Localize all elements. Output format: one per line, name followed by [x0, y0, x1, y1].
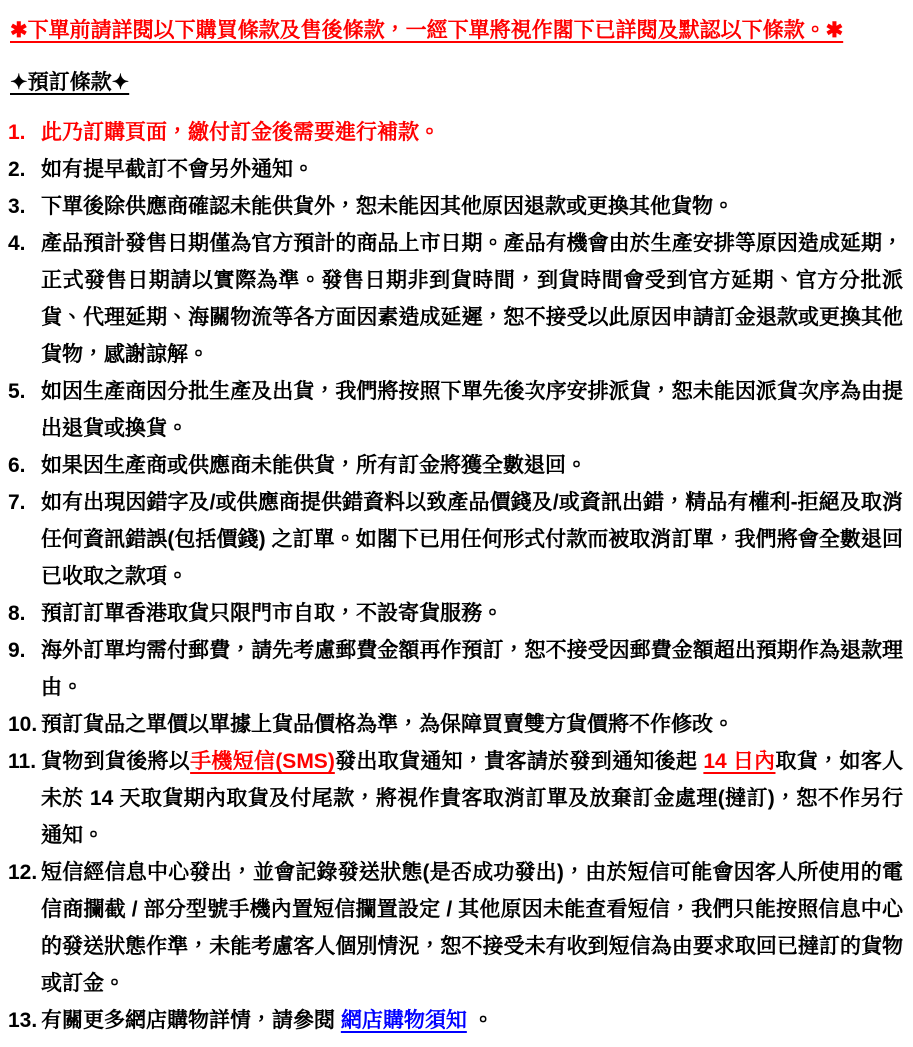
term-item-8 [8, 595, 903, 632]
preorder-terms-title: ✦預訂條款✦ [10, 71, 130, 94]
term-text [41, 743, 903, 854]
term-item-5 [8, 373, 903, 447]
highlighted-term-text: 手機短信(SMS) [190, 750, 335, 773]
term-text-segment: 下單後除供應商確認未能供貨外，恕未能因其他原因退款或更換其他貨物。 [41, 195, 734, 218]
term-text [41, 484, 903, 595]
term-number: 9. [8, 639, 26, 662]
term-number: 6. [8, 454, 26, 477]
terms-list [8, 114, 903, 1039]
term-item-10 [8, 706, 903, 743]
term-item-4 [8, 225, 903, 373]
term-item-3 [8, 188, 903, 225]
term-text [41, 373, 903, 447]
term-text-segment: 如有提早截訂不會另外通知。 [41, 158, 314, 181]
term-text-segment: 產品預計發售日期僅為官方預計的商品上市日期。產品有機會由於生產安排等原因造成延期，正式發售日期請以實際為準。發售日期非到貨時間，到貨時間會受到官方延期、官方分批派貨、代理延期、海關物流等各方面因素造成延遲，恕不接受以此原因申請訂金退款或更換其他貨物，感謝諒解。 [41, 232, 903, 366]
term-number: 2. [8, 158, 26, 181]
term-item-13 [8, 1002, 903, 1039]
term-number: 11. [8, 750, 37, 773]
term-text-segment: 發出取貨通知，貴客請於發到通知後起 [334, 750, 704, 773]
term-number: 10. [8, 713, 38, 736]
term-text [41, 151, 903, 188]
term-text-segment: 貨物到貨後將以 [41, 750, 191, 773]
term-text [41, 188, 903, 225]
highlighted-term-text: 14 日內 [703, 750, 776, 773]
term-text-segment: 此乃訂購頁面，繳付訂金後需要進行補款。 [41, 121, 440, 144]
term-item-2 [8, 151, 903, 188]
term-text [41, 632, 903, 706]
term-number: 1. [8, 121, 26, 144]
term-number: 3. [8, 195, 26, 218]
term-text [41, 595, 903, 632]
term-number: 4. [8, 232, 26, 255]
shop-guide-link[interactable]: 網店購物須知 [340, 1009, 467, 1032]
term-text-segment: 預訂訂單香港取貨只限門市自取，不設寄貨服務。 [41, 602, 503, 625]
term-text [41, 447, 903, 484]
term-text [41, 854, 903, 1002]
term-number: 13. [8, 1009, 38, 1032]
term-text-segment: 取貨，如客人未於 14 天取貨期內取貨及付尾款，將視作貴客取消訂單及放棄訂金處理(撻訂)，恕不作另行通知。 [41, 750, 903, 847]
term-number: 7. [8, 491, 26, 514]
term-text [41, 706, 903, 743]
term-item-7 [8, 484, 903, 595]
purchase-notice-header: ✱下單前請詳閱以下購買條款及售後條款，一經下單將視作閣下已詳閱及默認以下條款。✱ [10, 19, 844, 42]
term-item-12 [8, 854, 903, 1002]
term-text-segment: 預訂貨品之單價以單據上貨品價格為準，為保障買賣雙方貨價將不作修改。 [41, 713, 734, 736]
term-text-segment: 如因生產商因分批生產及出貨，我們將按照下單先後次序安排派貨，恕未能因派貨次序為由提出退貨或換貨。 [41, 380, 903, 440]
term-text [41, 225, 903, 373]
term-number: 5. [8, 380, 26, 403]
term-item-1 [8, 114, 903, 151]
term-item-9 [8, 632, 903, 706]
term-item-11 [8, 743, 903, 854]
term-text-segment: 有關更多網店購物詳情，請參閱 [41, 1009, 341, 1032]
term-text-segment: 如果因生產商或供應商未能供貨，所有訂金將獲全數退回。 [41, 454, 587, 477]
term-text-segment: 短信經信息中心發出，並會記錄發送狀態(是否成功發出)，由於短信可能會因客人所使用的電信商攔截 / 部分型號手機內置短信攔置設定 / 其他原因未能查看短信，我們只能按照信息中心的發送狀態作準，未能考慮客人個別情況，恕不接受未有收到短信為由要求取回已撻訂的貨物或訂金。 [41, 861, 903, 995]
term-text [41, 1002, 903, 1039]
term-text-segment: 。 [466, 1009, 494, 1032]
term-number: 12. [8, 861, 38, 884]
term-number: 8. [8, 602, 26, 625]
term-text-segment: 海外訂單均需付郵費，請先考慮郵費金額再作預訂，恕不接受因郵費金額超出預期作為退款理由。 [41, 639, 903, 699]
term-item-6 [8, 447, 903, 484]
term-text-segment: 如有出現因錯字及/或供應商提供錯資料以致產品價錢及/或資訊出錯，精品有權利-拒絕及取消任何資訊錯誤(包括價錢) 之訂單。如閣下已用任何形式付款而被取消訂單，我們將會全數退回已收取之款項。 [41, 491, 903, 588]
term-text [41, 114, 903, 151]
